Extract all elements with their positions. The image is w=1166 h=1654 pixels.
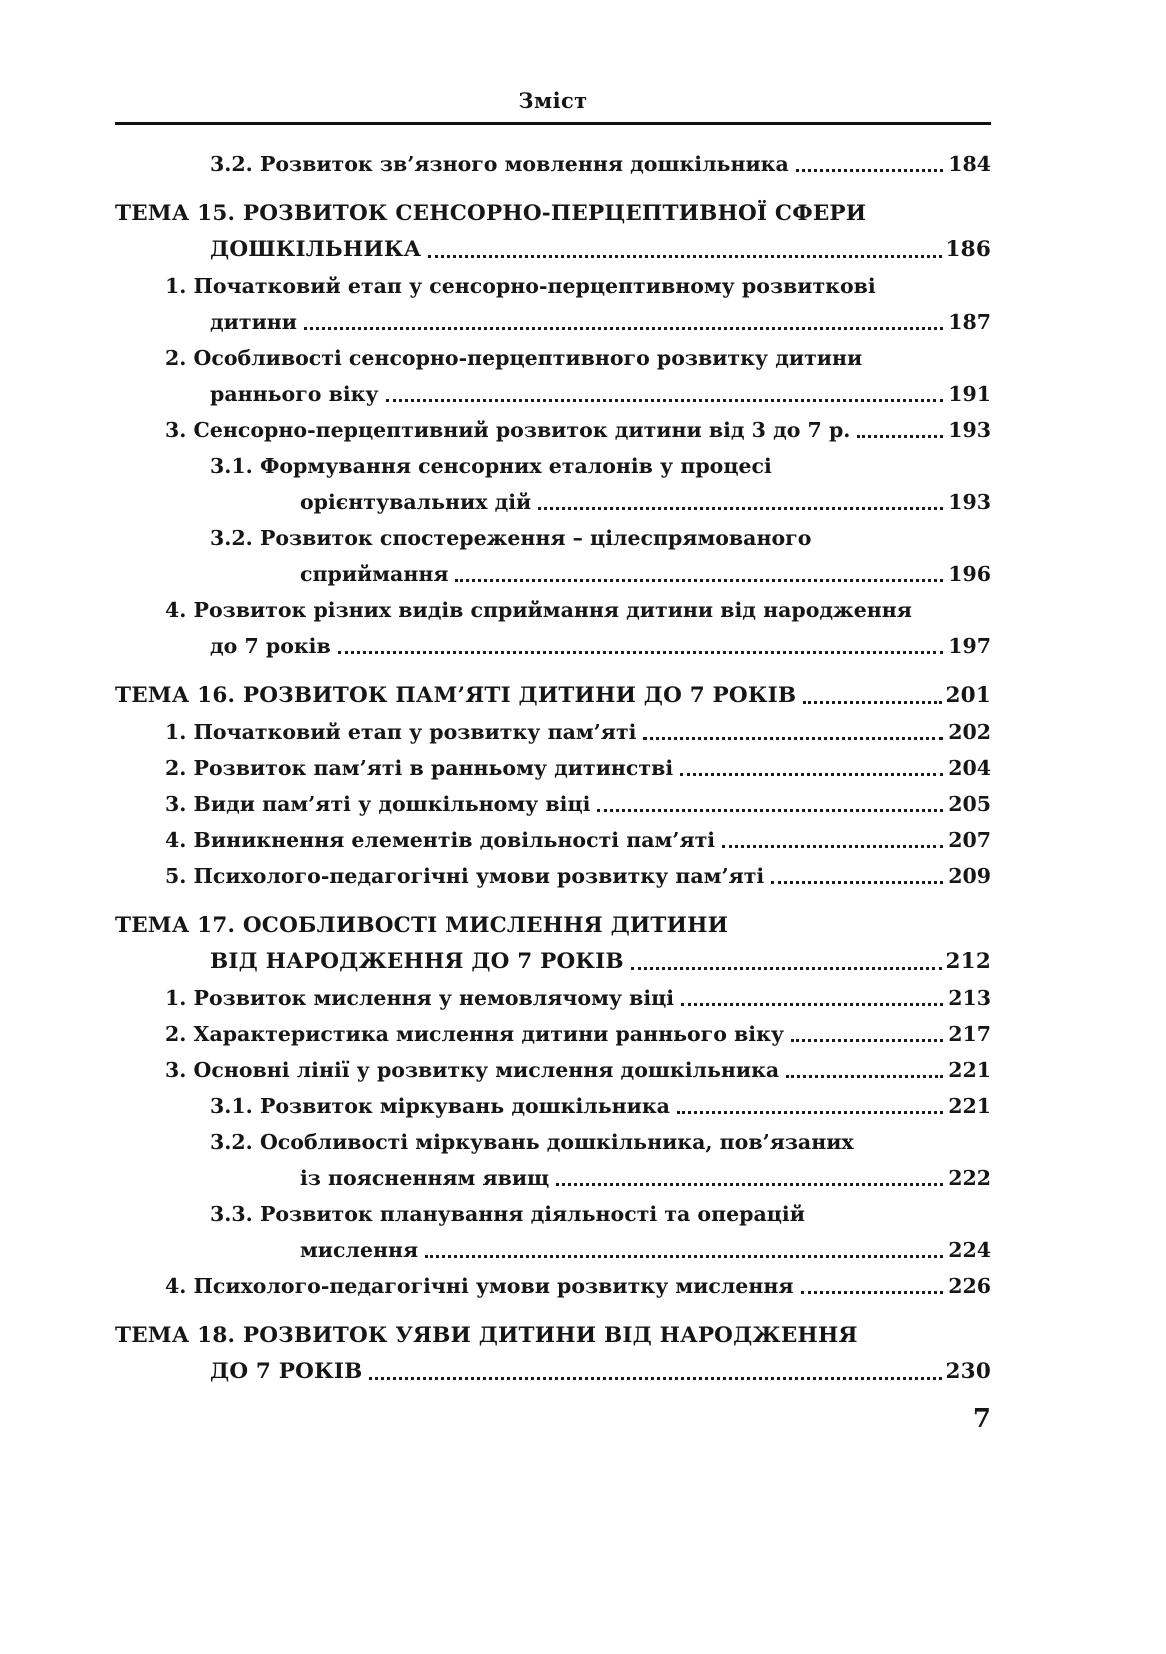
toc-entry-text: ТЕМА 16. РОЗВИТОК ПАМ’ЯТІ ДИТИНИ ДО 7 РОКІВ [115, 683, 797, 708]
toc-entry [115, 1124, 991, 1196]
toc-entry-text: 3. Види пам’яті у дошкільному віці [165, 792, 591, 816]
content-area [115, 88, 991, 1390]
toc-entry-page-number: 213 [948, 986, 991, 1010]
toc-entry-page-number: 196 [948, 562, 991, 586]
toc-entry-line [115, 232, 991, 268]
toc-entry-text: 1. Розвиток мислення у немовлячому віці [165, 986, 675, 1010]
dot-leader [771, 858, 943, 894]
toc-entry-page-number: 226 [948, 1274, 991, 1298]
toc-entry-page-number: 205 [948, 792, 991, 816]
dot-leader [680, 750, 943, 786]
toc-entry-text: ТЕМА 18. РОЗВИТОК УЯВИ ДИТИНИ ВІД НАРОДЖЕННЯ [115, 1323, 858, 1348]
toc-entry-text: 4. Виникнення елементів довільності пам’яті [165, 828, 716, 852]
toc-entry-text: ТЕМА 15. РОЗВИТОК СЕНСОРНО-ПЕРЦЕПТИВНОЇ СФЕРИ [115, 201, 867, 226]
toc-entry-line [115, 448, 991, 484]
toc-entry-line [115, 556, 991, 592]
toc-entry-line [115, 714, 991, 750]
toc-entry [115, 750, 991, 786]
toc-entry [115, 1088, 991, 1124]
toc-entry [115, 980, 991, 1016]
toc-entry-text: 1. Початковий етап у розвитку пам’яті [165, 720, 637, 744]
toc-entry-line [115, 822, 991, 858]
toc-entry-line [115, 592, 991, 628]
toc-entry-line [115, 484, 991, 520]
toc-entry-line [115, 1124, 991, 1160]
toc-entry [115, 146, 991, 182]
toc-entry-page-number: 191 [948, 382, 991, 406]
toc-entry-text: 3.1. Розвиток міркувань дошкільника [210, 1094, 670, 1118]
toc-entry-text: ДОШКІЛЬНИКА [210, 237, 422, 262]
toc-entry-line [115, 1232, 991, 1268]
toc-entry-text: 3.2. Розвиток зв’язного мовлення дошкільника [210, 152, 789, 176]
toc-entry-line [115, 520, 991, 556]
toc-entry [115, 340, 991, 412]
toc-entry [115, 448, 991, 520]
toc-entry-line [115, 1088, 991, 1124]
toc-entry [115, 1318, 991, 1390]
toc-entry-page-number: 221 [948, 1058, 991, 1082]
toc-entry-line [115, 750, 991, 786]
dot-leader [631, 944, 942, 980]
toc-entry-line [115, 268, 991, 304]
toc-entry [115, 268, 991, 340]
toc-entry-text: 1. Початковий етап у сенсорно-перцептивному розвиткові [165, 274, 876, 298]
toc-entry-line [115, 858, 991, 894]
dot-leader [786, 1052, 943, 1088]
dot-leader [597, 786, 943, 822]
dot-leader [681, 980, 943, 1016]
header-rule [115, 122, 991, 125]
toc-entry-line [115, 678, 991, 714]
toc-entry-text: 3.1. Формування сенсорних еталонів у процесі [210, 454, 772, 478]
toc-entry-line [115, 146, 991, 182]
toc-entry-text: 4. Психолого-педагогічні умови розвитку мислення [165, 1274, 794, 1298]
dot-leader [791, 1016, 943, 1052]
toc-entry-text: сприймання [300, 562, 449, 586]
toc-entry-page-number: 212 [945, 949, 991, 974]
dot-leader [857, 412, 943, 448]
toc-entry-text: дитини [210, 310, 297, 334]
toc-entry-text: 4. Розвиток різних видів сприймання дитини від народження [165, 598, 912, 622]
toc-entry-text: із поясненням явищ [300, 1166, 550, 1190]
toc-entry-line [115, 340, 991, 376]
toc-entry-line [115, 304, 991, 340]
toc-entry-line [115, 1268, 991, 1304]
dot-leader [643, 714, 943, 750]
toc-entry [115, 786, 991, 822]
toc-entry-text: ТЕМА 17. ОСОБЛИВОСТІ МИСЛЕННЯ ДИТИНИ [115, 913, 729, 938]
toc-entry [115, 714, 991, 750]
toc-entry-page-number: 224 [948, 1238, 991, 1262]
dot-leader [801, 1268, 943, 1304]
toc-entry-text: 2. Особливості сенсорно-перцептивного розвитку дитини [165, 346, 863, 370]
dot-leader [455, 556, 943, 592]
toc-entry-text: мислення [300, 1238, 419, 1262]
toc-list [115, 146, 991, 1390]
toc-entry-text: ДО 7 РОКІВ [210, 1359, 363, 1384]
toc-entry-text: 2. Розвиток пам’яті в ранньому дитинстві [165, 756, 674, 780]
toc-entry [115, 196, 991, 268]
toc-entry-page-number: 209 [948, 864, 991, 888]
toc-entry [115, 678, 991, 714]
toc-entry [115, 520, 991, 592]
dot-leader [369, 1354, 941, 1390]
toc-entry-page-number: 187 [948, 310, 991, 334]
dot-leader [386, 376, 943, 412]
dot-leader [796, 146, 943, 182]
toc-entry-page-number: 193 [948, 490, 991, 514]
toc-entry-text: 3.2. Розвиток спостереження – цілеспрямованого [210, 526, 812, 550]
toc-entry-text: 2. Характеристика мислення дитини раннього віку [165, 1022, 784, 1046]
toc-entry-page-number: 186 [945, 237, 991, 262]
toc-entry-line [115, 944, 991, 980]
toc-entry-line [115, 1052, 991, 1088]
toc-entry-text: до 7 років [210, 634, 331, 658]
toc-entry-text: ВІД НАРОДЖЕННЯ ДО 7 РОКІВ [210, 949, 624, 974]
toc-entry-page-number: 193 [948, 418, 991, 442]
toc-entry-page-number: 221 [948, 1094, 991, 1118]
dot-leader [338, 628, 943, 664]
dot-leader [722, 822, 943, 858]
page-title: Зміст [518, 88, 588, 113]
toc-entry-text: 3. Основні лінії у розвитку мислення дошкільника [165, 1058, 780, 1082]
dot-leader [556, 1160, 943, 1196]
dot-leader [425, 1232, 943, 1268]
toc-entry-page-number: 204 [948, 756, 991, 780]
page-header [115, 88, 991, 125]
toc-entry-line [115, 196, 991, 232]
toc-entry-text: 3.3. Розвиток планування діяльності та операцій [210, 1202, 805, 1226]
toc-entry-page-number: 197 [948, 634, 991, 658]
toc-entry [115, 1016, 991, 1052]
toc-entry-line [115, 1016, 991, 1052]
toc-entry-page-number: 184 [948, 152, 991, 176]
toc-entry [115, 822, 991, 858]
toc-entry-text: раннього віку [210, 382, 379, 406]
toc-entry-line [115, 786, 991, 822]
toc-entry-page-number: 217 [948, 1022, 991, 1046]
toc-entry-line [115, 412, 991, 448]
toc-entry [115, 858, 991, 894]
toc-entry [115, 412, 991, 448]
dot-leader [428, 232, 941, 268]
toc-entry-page-number: 201 [945, 683, 991, 708]
folio-page-number: 7 [972, 1404, 991, 1434]
toc-entry-line [115, 1318, 991, 1354]
dot-leader [803, 678, 941, 714]
toc-entry [115, 1052, 991, 1088]
dot-leader [538, 484, 943, 520]
toc-entry-page-number: 207 [948, 828, 991, 852]
toc-entry-text: 5. Психолого-педагогічні умови розвитку пам’яті [165, 864, 765, 888]
toc-entry-page-number: 202 [948, 720, 991, 744]
toc-entry-line [115, 908, 991, 944]
toc-entry-line [115, 980, 991, 1016]
toc-entry-line [115, 1196, 991, 1232]
dot-leader [677, 1088, 943, 1124]
toc-entry-page-number: 222 [948, 1166, 991, 1190]
toc-entry-line [115, 628, 991, 664]
toc-entry-text: орієнтувальних дій [300, 490, 532, 514]
toc-entry-text: 3.2. Особливості міркувань дошкільника, пов’язаних [210, 1130, 854, 1154]
toc-entry [115, 908, 991, 980]
toc-entry-page-number: 230 [945, 1359, 991, 1384]
toc-entry-line [115, 376, 991, 412]
toc-entry-line [115, 1160, 991, 1196]
toc-entry [115, 592, 991, 664]
toc-entry [115, 1196, 991, 1268]
toc-entry-line [115, 1354, 991, 1390]
dot-leader [304, 304, 943, 340]
toc-entry [115, 1268, 991, 1304]
toc-entry-text: 3. Сенсорно-перцептивний розвиток дитини від 3 до 7 р. [165, 418, 851, 442]
